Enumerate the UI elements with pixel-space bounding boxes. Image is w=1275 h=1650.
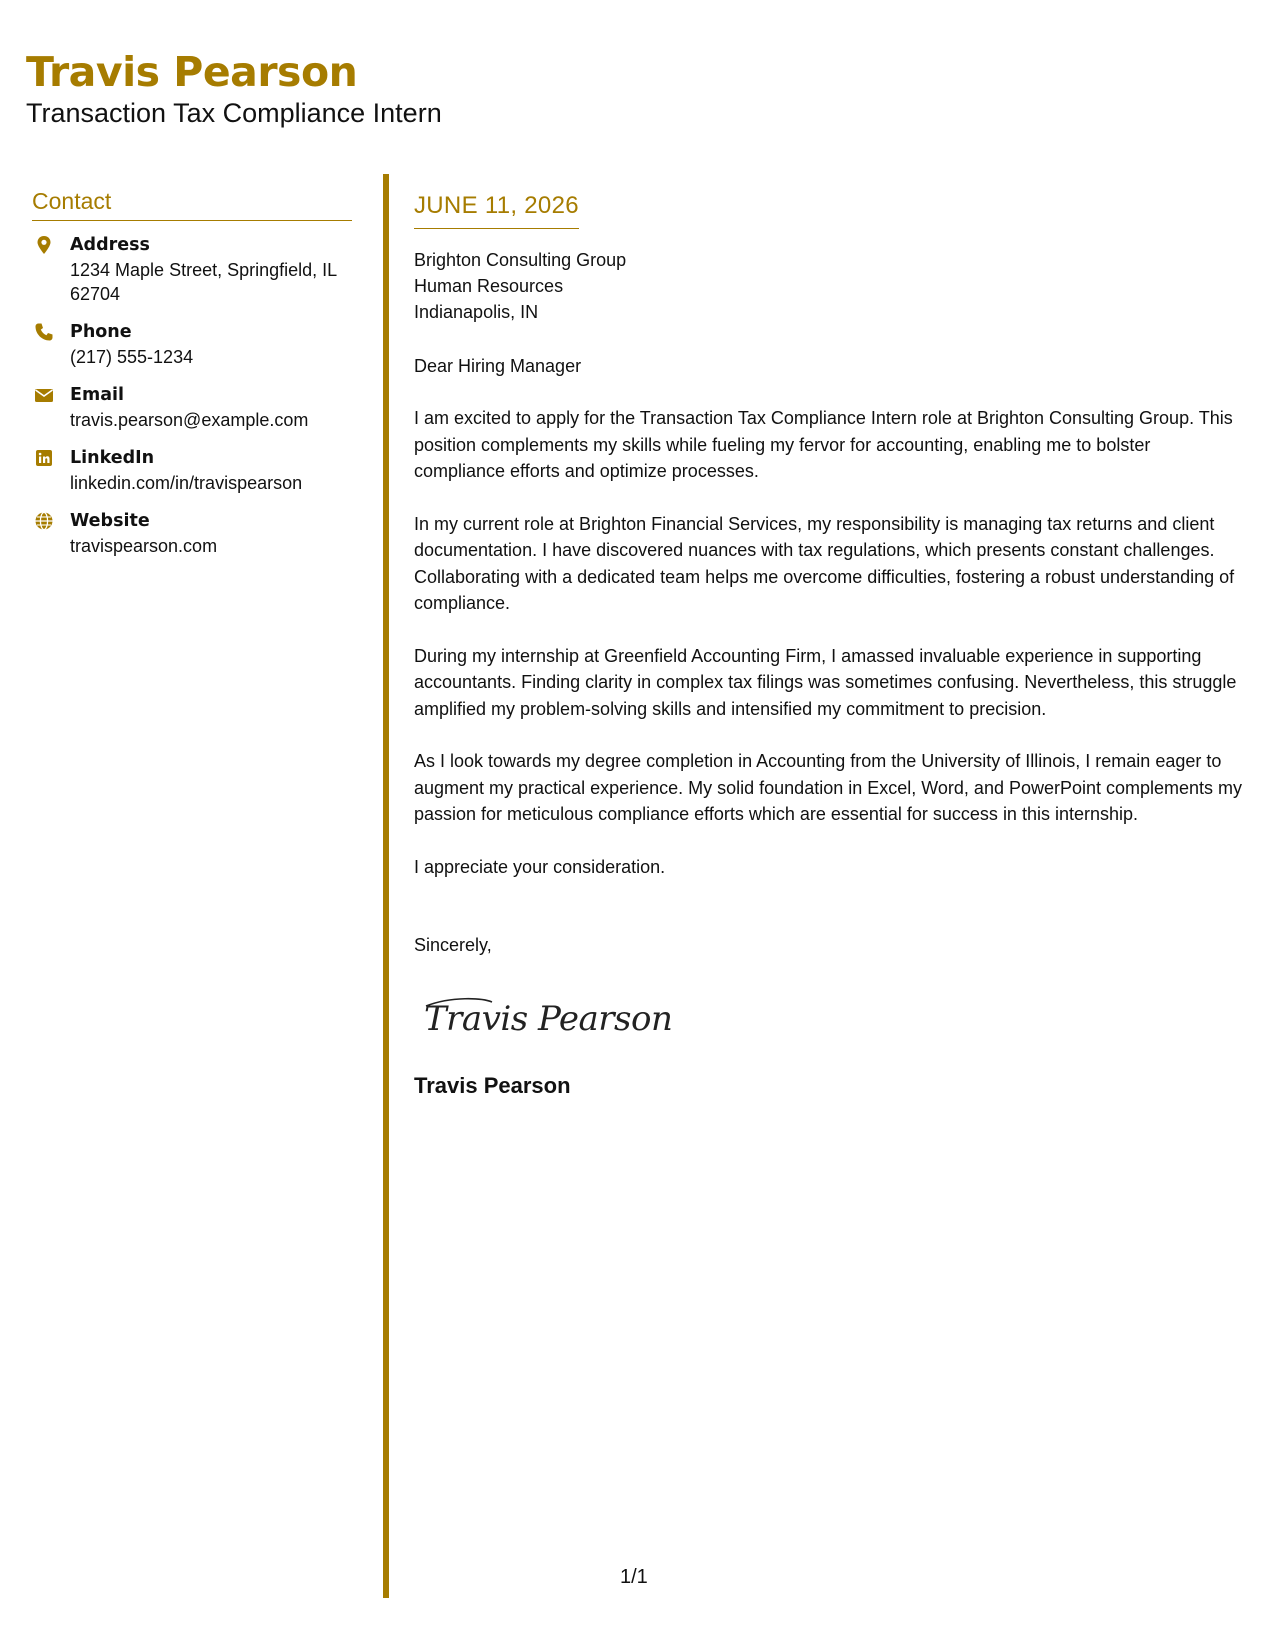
- recipient-department: Human Resources: [414, 276, 564, 296]
- applicant-name: Travis Pearson: [26, 48, 358, 96]
- body-paragraph: As I look towards my degree completion in Accounting from the University of Illinois, I remain eager to augment my practical experience. My solid foundation in Excel, Word, and PowerPoint complements my passion for meticulous compliance efforts which are essential for success in this internship.: [414, 751, 1243, 824]
- contact-label: Website: [70, 511, 150, 531]
- linkedin-icon: [34, 448, 54, 468]
- map-pin-icon: [34, 235, 54, 255]
- email-value[interactable]: travis.pearson@example.com: [70, 410, 309, 430]
- signer-name: Travis Pearson: [414, 1073, 571, 1098]
- contact-item-website: [32, 509, 352, 558]
- letter-header: [26, 48, 442, 130]
- letter-date: JUNE 11, 2026: [414, 190, 579, 229]
- contact-sidebar: [32, 186, 352, 572]
- contact-item-address: [32, 233, 352, 306]
- page-number: 1/1: [620, 1566, 648, 1588]
- closing: Sincerely,: [414, 935, 492, 955]
- contact-list: [32, 233, 352, 558]
- body-paragraph: During my internship at Greenfield Accounting Firm, I amassed invaluable experience in supporting accountants. Finding clarity in complex tax filings was sometimes confusing. Nevertheless, this struggle amplified my problem-solving skills and intensified my commitment to precision.: [414, 645, 1237, 719]
- body-paragraph: In my current role at Brighton Financial Services, my responsibility is managing tax returns and client documentation. I have discovered nuances with tax regulations, which presents constant challenges. Collaborating with a dedicated team helps me overcome difficulties, fostering a robust understanding of compliance.: [414, 513, 1235, 613]
- linkedin-value[interactable]: linkedin.com/in/travispearson: [70, 473, 303, 493]
- address-value: 1234 Maple Street, Springfield, IL 62704: [70, 260, 337, 304]
- website-value[interactable]: travispearson.com: [70, 536, 218, 556]
- salutation: Dear Hiring Manager: [414, 356, 582, 376]
- svg-text:Travis Pearson: Travis Pearson: [424, 999, 672, 1039]
- contact-heading: Contact: [32, 186, 352, 221]
- globe-icon: [34, 511, 54, 531]
- recipient-location: Indianapolis, IN: [414, 302, 539, 322]
- body-paragraph: I am excited to apply for the Transaction Tax Compliance Intern role at Brighton Consulting Group. This position complements my skills while fueling my fervor for accounting, enabling me to bolster compliance efforts and optimize processes.: [414, 408, 1233, 481]
- contact-item-linkedin: [32, 446, 352, 495]
- body-paragraph: I appreciate your consideration.: [414, 856, 666, 877]
- phone-value: (217) 555-1234: [70, 347, 194, 367]
- applicant-title: Transaction Tax Compliance Intern: [26, 98, 442, 128]
- letter-body: [414, 190, 1246, 1100]
- contact-label: Email: [70, 385, 124, 405]
- vertical-divider: [383, 174, 389, 1598]
- recipient-company: Brighton Consulting Group: [414, 250, 627, 270]
- phone-icon: [34, 322, 54, 342]
- contact-label: Address: [70, 235, 150, 255]
- contact-item-phone: [32, 320, 352, 369]
- contact-label: Phone: [70, 322, 132, 342]
- contact-label: LinkedIn: [70, 448, 155, 468]
- handwritten-signature: [422, 990, 1246, 1046]
- recipient-block: [414, 247, 1246, 325]
- contact-item-email: [32, 383, 352, 432]
- envelope-icon: [34, 385, 54, 405]
